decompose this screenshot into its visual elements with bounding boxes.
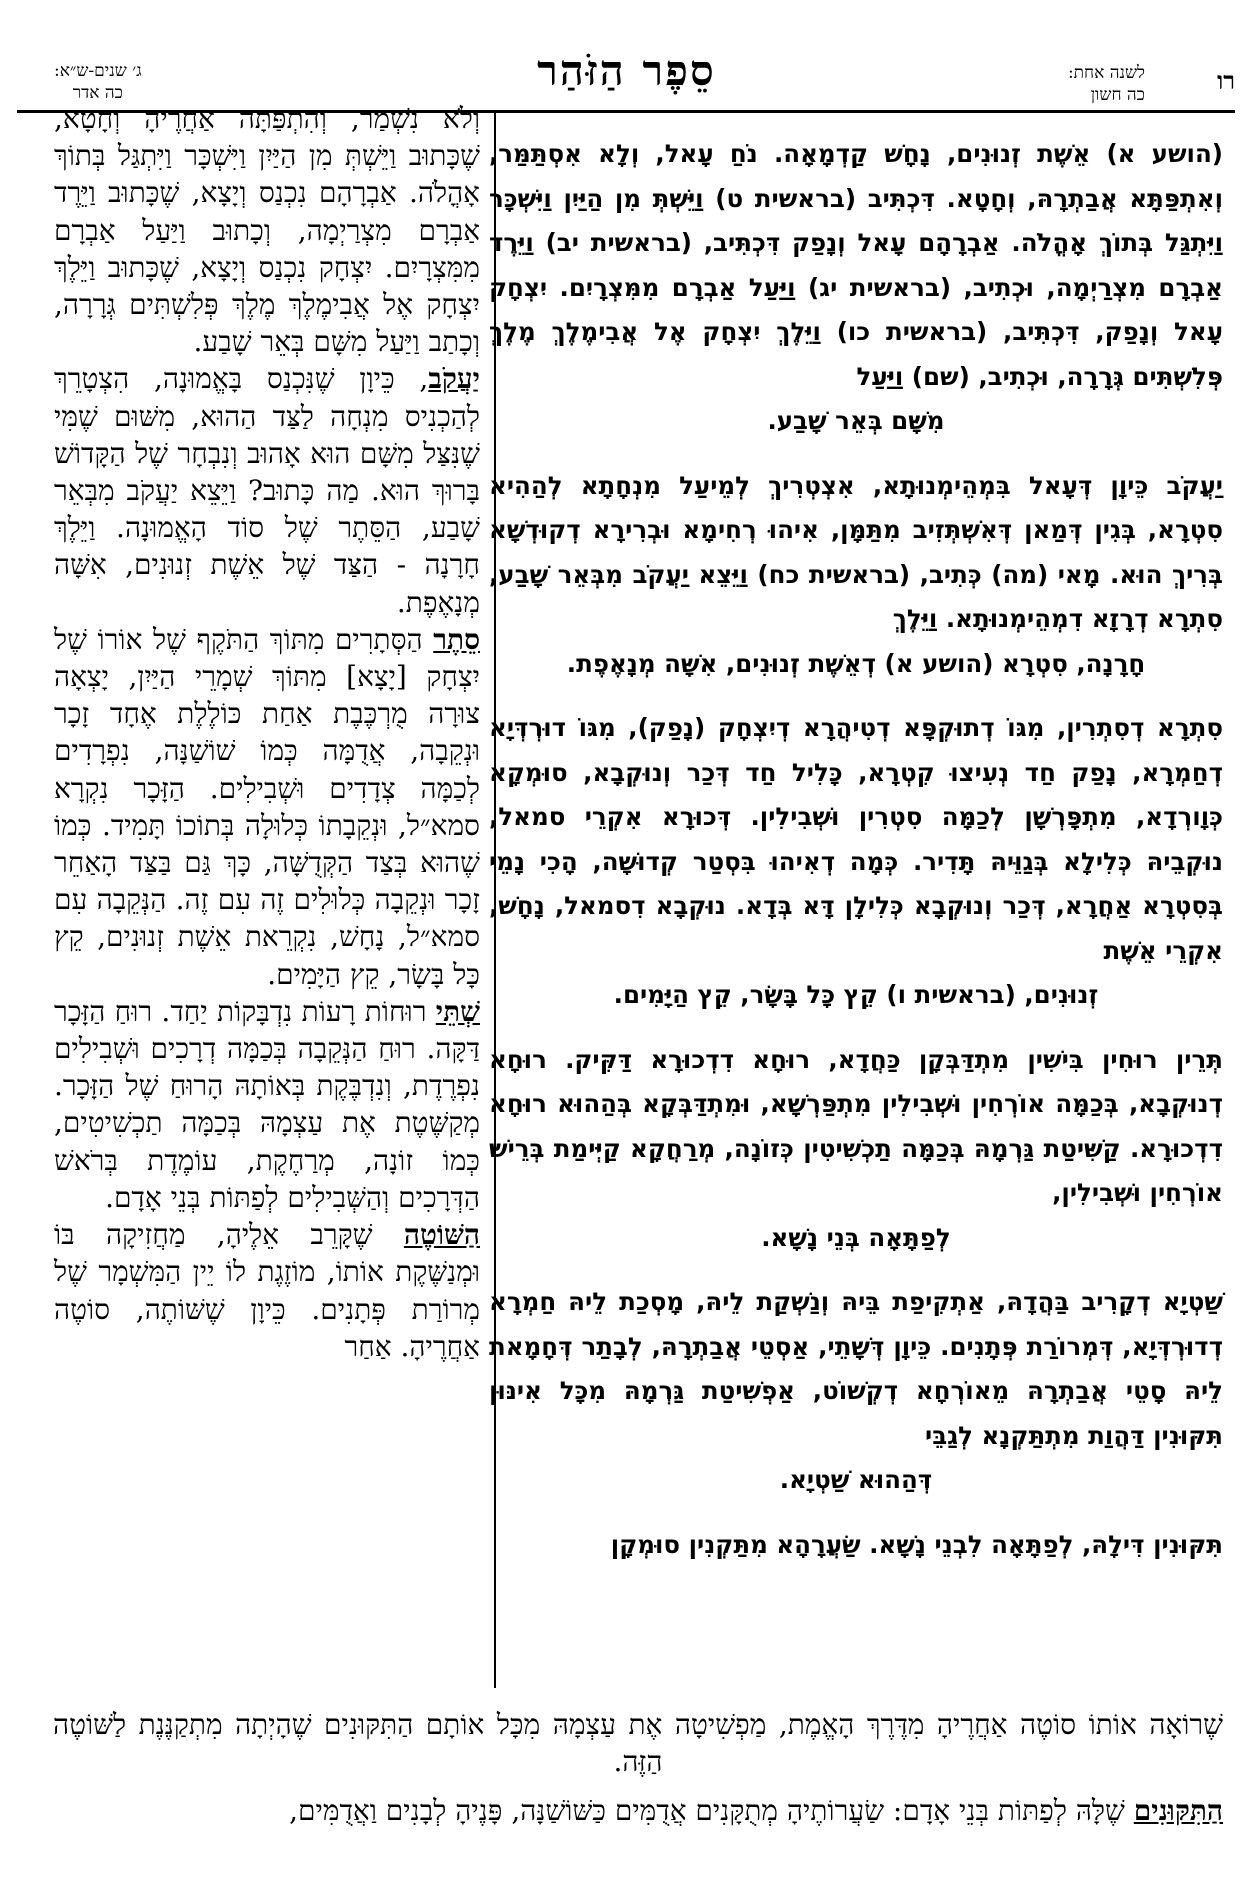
paragraph-text: שַׁטְיָא דְקָרִיב בַּהֲדָהּ, אַתְקִיפַת בֵּיהּ וְנַשְׁקַת לֵיהּ, מָסְכַת לֵיהּ חַמְרָא דְדוּרְדְּיָא, דְּמְרוֹרַת פְּתָנִים. כֵּיוָן דְּשָׁתֵי, אַסְטֵי אֲבַתְרָהּ, לְבָתַר דְּחָמָאת לֵיהּ סָטֵי אֲבַתְרָהּ מֵאוֹרְחָא דְקְשׁוֹט, אַפְשִׁיטַת גַּרְמָהּ מִכָּל אִינּוּן תִּקּוּנִין דַּהֲוַת מִתְתַּקְנָא לְגַבֵּי (489, 1287, 1223, 1450)
paragraph-lead-word: סֵתֶר (433, 622, 480, 656)
paragraph-text: סִתְרָא דְסִתְרִין, מִגּוֹ דְתוּקְפָּא דְטִיהֲרָא דְיִצְחָק (נָפַק), מִגּוֹ דוּרְדְּיָא דְחַמְרָא, נָפַק חַד נְעִיצוּ קִטְרָא, כָּלִיל חַד דְּכַר וְנוּקְבָא, סוּמְקָא כְּוָורְדָא, מִתְפָּרְשָׁן לְכַמָּה סִטְרִין וּשְׁבִילִין. דְּכוּרָא אִקְרֵי סמאל, נוּקְבֵיהּ כְּלִילָא בְּגַוֵּיהּ תָּדִיר. כְּמָה דְאִיהוּ בִּסְטַר קְדוּשָׁה, הָכִי נָמֵי בְּסִטְרָא אַחֲרָא, דְּכַר וְנוּקְבָא כְּלִילָן דָּא בְּדָא. נוּקְבָא דִסמאל, נָחָשׁ, אִקְרֵי אֵשֶׁת (489, 713, 1223, 965)
aramaic-column (489, 132, 1223, 1587)
paragraph-end: דְּהַהוּא שַׁטְיָא. (779, 1465, 933, 1494)
aramaic-paragraph (489, 1523, 1223, 1568)
paragraph-end: מִשָּׁם בְּאֵר שָׁבַע. (767, 406, 945, 435)
paragraph-text: יַעֲקֹב כֵּיוָן דְּעָאל בִּמְהֵימְנוּתָא, אִצְטְרִיךְ לְמֵיעַל מִנְחָתָא לְהַהִיא סִטְרָא, בְּגִין דְּמַאן דְּאִשְׁתְּזִיב מִתַּמָּן, אִיהוּ רְחִימָא וּבְרִירָא דְקוּדְשָׁא בְּרִיךְ הוּא. מָאי (מה) כְּתִיב, (בראשית כח) וַיֵּצֵא יַעֲקֹב מִבְּאֵר שָׁבַע, סִתְרָא דְרָזָא דִמְהֵימְנוּתָא. וַיֵּלֶךְ (489, 470, 1223, 633)
schedule-label: ג׳ שנים-ש״א: (54, 61, 142, 81)
paragraph-lead-word: הַתִּקּוּנִים (1133, 1794, 1223, 1827)
bottom-translation-paragraph (53, 1792, 1223, 1829)
schedule-date: כה חשון (1090, 85, 1145, 105)
paragraph-text: (הושע א) אֵשֶׁת זְנוּנִים, נָחָשׁ קַדְמָאָה. נֹחַ עָאל, וְלָא אִסְתַּמַּר, וְאִתְפַּתָּא אֲבַתְרָהּ, וְחָטָא. דִּכְתִּיב (בראשית ט) וַיֵּשְׁתְּ מִן הַיַּיִן וַיִּשְׁכָּר וַיִּתְגַּל בְּתוֹךְ אָהֳלֹה. אַבְרָהָם עָאל וְנָפַק דִּכְתִּיב, (בראשית יב) וַיֵּרֶד אַבְרָם מִצְרַיְמָה, וּכְתִיב, (בראשית יג) וַיַּעַל אַבְרָם מִמִּצְרָיִם. יִצְחָק עָאל וְנָפַק, דִּכְתִּיב, (בראשית כו) וַיֵּלֶךְ יִצְחָק אֶל אֲבִימֶלֶךְ מֶלֶךְ פְּלִשְׁתִּים גְּרָרָה, וּכְתִיב, (שם) וַיַּעַל (489, 139, 1223, 391)
paragraph-text: הַסְּתָרִים מִתּוֹךְ הַתֹּקֶף שֶׁל אוֹרוֹ שֶׁל יִצְחָק [יָצָא] מִתּוֹךְ שְׁמָרֵי הַיַּיִן, יָצְאָה צוּרָה מֻרְכֶּבֶת אַחַת כּוֹלֶלֶת אֶחָד זָכָר וּנְקֵבָה, אֲדֻמָּה כְּמוֹ שׁוֹשַׁנָּה, נִפְרָדִים לְכַמָּה צְדָדִים וּשְׁבִילִים. הַזָּכָר נִקְרָא סמא״ל, וּנְקֵבָתוֹ כְּלוּלָה בְּתוֹכוֹ תָּמִיד. כְּמוֹ שֶׁהוּא בְּצַד הַקְּדֻשָּׁה, כָּךְ גַּם בַּצַּד הָאַחֵר זָכָר וּנְקֵבָה כְּלוּלִים זֶה עִם זֶה. הַנְּקֵבָה עִם סמא״ל, נָחָשׁ, נִקְרֵאת אֵשֶׁת זְנוּנִים, קֵץ כָּל בָּשָׂר, קֵץ הַיָּמִים. (54, 622, 480, 991)
paragraph-text: רוּחוֹת רָעוֹת נִדְבָּקוֹת יַחַד. רוּחַ הַזָּכָר דַּקָּה. רוּחַ הַנְּקֵבָה בְּכַמָּה דְרָכִים וּשְׁבִילִים נִפְרֶדֶת, וְנִדְבֶּקֶת בְּאוֹתָהּ הָרוּחַ שֶׁל הַזָּכָר. מְקַשֶּׁטֶת אֶת עַצְמָהּ בְּכַמָּה תַכְשִׁיטִים, כְּמוֹ זוֹנָה, מְרַחֶקֶת, עוֹמֶדֶת בְּרֹאשׁ הַדְּרָכִים וְהַשְּׁבִילִים לְפַתּוֹת בְּנֵי אָדָם. (54, 994, 480, 1214)
paragraph-end: לְפַתָּאָה בְּנֵי נָשָׁא. (761, 1222, 951, 1252)
translation-paragraph (54, 1216, 480, 1365)
bottom-translation-line: שֶׁרוֹאָה אוֹתוֹ סוֹטֶה אַחֲרֶיהָ מִדֶּרֶךְ הָאֱמֶת, מַפְשִׁיטָה אֶת עַצְמָהּ מִכָּל אוֹתָם הַתִּקּוּנִים שֶׁהָיְתָה מִתְקַנֶּנֶת לַשּׁוֹטֶה הַזֶּה. (53, 1708, 1223, 1778)
translation-paragraph (54, 360, 480, 620)
paragraph-text: , כֵּיוָן שֶׁנִּכְנַס בָּאֱמוּנָה, הִצְטָרֵךְ לְהַכְנִיס מִנְחָה לַצַּד הַהוּא, מִשּׁוּם שֶׁמִּי שֶׁנִּצַּל מִשָּׁם הוּא אָהוּב וְנִבְחָר שֶׁל הַקָּדוֹשׁ בָּרוּךְ הוּא. מַה כָּתוּב? וַיֵּצֵא יַעֲקֹב מִבְּאֵר שָׁבַע, הַסֵּתֶר שֶׁל סוֹד הָאֱמוּנָה. וַיֵּלֶךְ חָרָנָה - הַצַּד שֶׁל אֵשֶׁת זְנוּנִים, אִשָּׁה מְנָאֶפֶת. (54, 362, 480, 619)
schedule-date: כה אדר (72, 83, 123, 103)
aramaic-paragraph (489, 132, 1223, 444)
paragraph-end: חָרָנָה, סִטְרָא (הושע א) דְאֵשֶׁת זְנוּנִים, אִשָּׁה מְנָאֶפֶת. (566, 648, 1146, 678)
paragraph-lead-word: יַעֲקֹב (428, 362, 480, 396)
translation-column (54, 100, 480, 1365)
translation-paragraph (54, 621, 480, 993)
aramaic-paragraph (489, 1280, 1223, 1503)
paragraph-text: תְּרֵין רוּחִין בִּישִׁין מִתְדַּבְּקָן כַּחֲדָא, רוּחָא דִדְכוּרָא דַּקִּיק. רוּחָא דְנוּקְבָא, בְּכַמָּה אוֹרְחִין וּשְׁבִילִין מִתְפַּרְשָׁא, וּמִתְדַּבְּקָא בְּהַהוּא רוּחָא דִדְכוּרָא. קַשִּׁיטַת גַּרְמָהּ בְּכַמָּה תַכְשִׁיטִין כְּזוֹנָה, מְרַחֲקָא קַיְּימַת בְּרֵישׁ אוֹרְחִין וּשְׁבִילִין, (489, 1044, 1223, 1207)
aramaic-paragraph (489, 706, 1223, 1018)
paragraph-text: שֶׁקָּרֵב אֵלֶיהָ, מַחֲזִיקָה בּוֹ וּמְנַשֶּׁקֶת אוֹתוֹ, מוֹזֶגֶת לוֹ יֵין הַמִּשְׁמָר שֶׁל מְרוֹרַת פְּתָנִים. כֵּיוָן שֶׁשּׁוֹתֶה, סוֹטֶה אַחֲרֶיהָ. אַחַר (54, 1218, 480, 1363)
study-schedule-three-years (54, 60, 142, 104)
aramaic-paragraph (489, 1038, 1223, 1261)
aramaic-paragraph (489, 464, 1223, 687)
paragraph-text: תִּקּוּנִין דִּילָהּ, לְפַתָּאָה לִבְנֵי נָשָׁא. שַׂעֲרָהָא מִתַּקְנִין סוּמְקָן (610, 1529, 1223, 1559)
paragraph-end: זְנוּנִים, (בראשית ו) קֵץ כָּל בָּשָׂר, קֵץ הַיָּמִים. (613, 980, 1099, 1009)
translation-paragraph (54, 993, 480, 1216)
translation-paragraph: וְלֹא נִשְׁמַר, וְהִתְפַּתָּה אַחֲרֶיהָ וְחָטָא, שֶׁכָּתוּב וַיֵּשְׁתְּ מִן הַיַּיִן וַיִּשְׁכָּר וַיִּתְגַּל בְּתוֹךְ אָהֳלֹה. אַבְרָהָם נִכְנַס וְיָצָא, שֶׁכָּתוּב וַיֵּרֶד אַבְרָם מִצְרַיְמָה, וְכָתוּב וַיַּעַל אַבְרָם מִמִּצְרָיִם. יִצְחָק נִכְנַס וְיָצָא, שֶׁכָּתוּב וַיֵּלֶךְ יִצְחָק אֶל אֲבִימֶלֶךְ מֶלֶךְ פְּלִשְׁתִּים גְּרָרָה, וְכָתַב וַיַּעַל מִשָּׁם בְּאֵר שָׁבַע. (54, 102, 480, 359)
paragraph-lead-word: שְׁתֵּי (435, 994, 480, 1028)
page-number: רו (1217, 66, 1235, 95)
paragraph-text: שֶׁלָּהּ לְפַתּוֹת בְּנֵי אָדָם: שַׂעֲרוֹתֶיהָ מְתֻקָּנִים אֲדֻמִּים כַּשּׁוֹשַׁנָּה, פָּנֶיהָ לְבָנִים וַאֲדֻמִּים, (289, 1794, 1134, 1827)
schedule-label: לשנה אחת: (1067, 63, 1145, 83)
paragraph-lead-word: הַשּׁוֹטֶה (403, 1218, 480, 1252)
book-title: סֵפֶר הַזֹּהַר (537, 46, 716, 95)
